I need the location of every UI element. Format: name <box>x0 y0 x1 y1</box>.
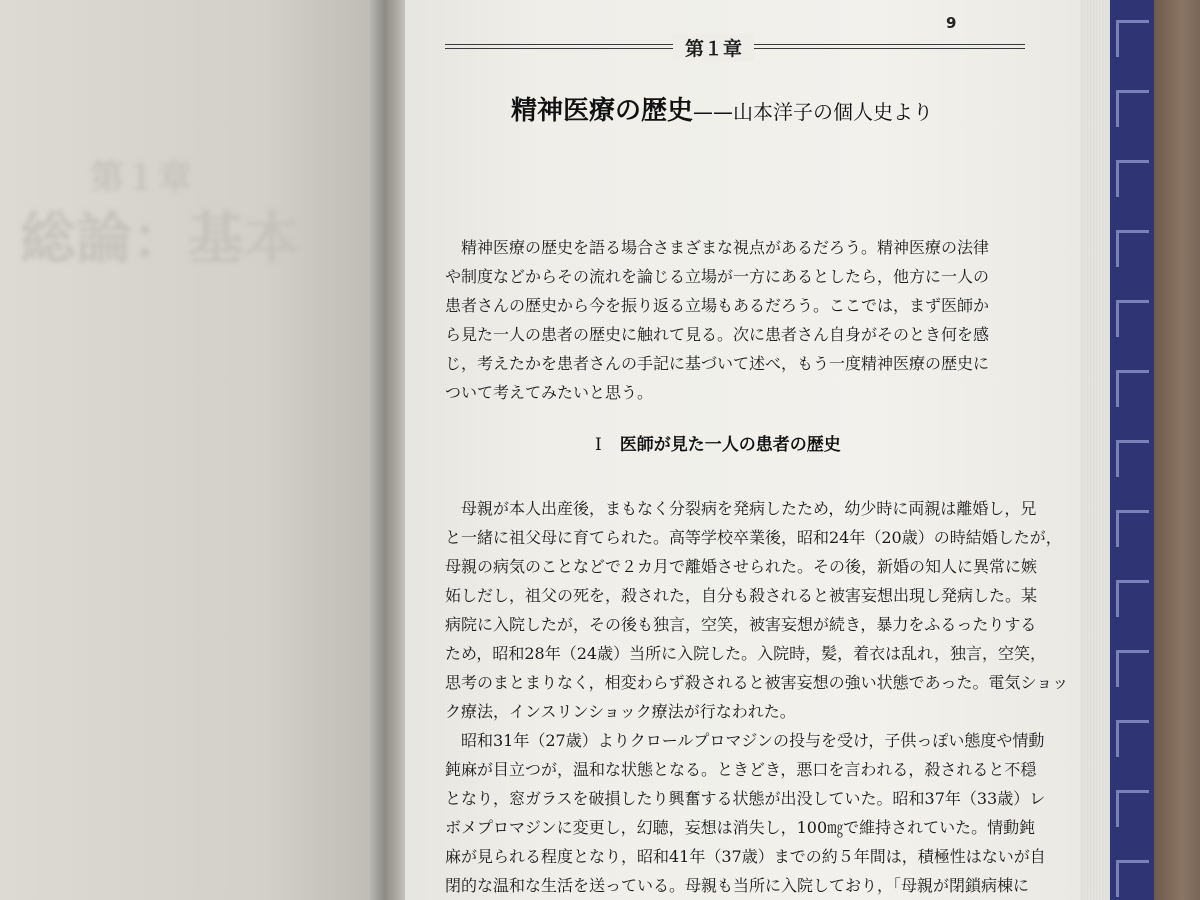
section-heading-text: 医師が見た一人の患者の歴史 <box>619 435 841 455</box>
chapter-title-main: 精神医療の歴史 <box>511 96 694 126</box>
text-line: 閉的な温和な生活を送っている。母親も当所に入院しており，「母親が閉鎖病棟に <box>445 876 1030 895</box>
left-page-chapter-ghost: 第１章 <box>90 158 192 198</box>
text-line: 思考のまとまりなく，相変わらず殺されると被害妄想の強い状態であった。電気ショッ <box>445 673 1069 692</box>
text-line: 病院に入院したが，その後も独言，空笑，被害妄想が続き，暴力をふるったりする <box>445 615 1037 634</box>
text-line: となり，窓ガラスを破損したり興奮する状態が出没していた。昭和37年（33歳）レ <box>445 789 1046 808</box>
page-stack-edge <box>1080 0 1114 900</box>
cover-pattern <box>1116 860 1149 897</box>
page-number: 9 <box>946 14 957 32</box>
cover-pattern <box>1116 300 1149 337</box>
desk-surface <box>1154 0 1200 900</box>
cover-pattern <box>1116 650 1149 687</box>
cover-pattern <box>1116 790 1149 827</box>
text-line: 妬しだし，祖父の死を，殺された，自分も殺されると被害妄想出現し発病した。某 <box>445 586 1038 605</box>
book-cover-edge <box>1110 0 1154 900</box>
left-page <box>0 0 378 900</box>
chapter-title-sub: ——山本洋子の個人史より <box>693 100 934 124</box>
cover-pattern <box>1116 440 1149 477</box>
text-line: 患者さんの歴史から今を振り返る立場もあるだろう。ここでは，まず医師か <box>445 296 990 315</box>
text-line: ため，昭和28年（24歳）当所に入院した。入院時，髪，着衣は乱れ，独言，空笑， <box>445 644 1047 663</box>
chapter-title <box>511 90 933 127</box>
cover-pattern <box>1116 160 1149 197</box>
text-line: 母親の病気のことなどで２カ月で離婚させられた。その後，新婚の知人に異常に嫉 <box>445 557 1038 576</box>
cover-pattern <box>1116 370 1149 407</box>
text-line: と一緒に祖父母に育てられた。高等学校卒業後，昭和24年（20歳）の時結婚したが， <box>445 528 1062 547</box>
text-line: じ，考えたかを患者さんの手記に基づいて述べ，もう一度精神医療の歴史に <box>445 354 990 373</box>
text-line: ついて考えてみたいと思う。 <box>445 383 654 402</box>
chapter-label: 第１章 <box>673 34 754 61</box>
text-line: や制度などからその流れを論じる立場が一方にあるとしたら，他方に一人の <box>445 267 990 286</box>
cover-pattern <box>1116 230 1149 267</box>
cover-pattern <box>1116 510 1149 547</box>
text-line: 鈍麻が目立つが，温和な状態となる。ときどき，悪口を言われる，殺されると不穏 <box>445 760 1037 779</box>
section-numeral: Ⅰ <box>595 435 602 455</box>
text-line: 母親が本人出産後，まもなく分裂病を発病したため，幼少時に両親は離婚し，兄 <box>445 499 1037 518</box>
intro-paragraph <box>445 233 1005 407</box>
text-line: ら見た一人の患者の歴史に触れて見る。次に患者さん自身がそのとき何を感 <box>445 325 990 344</box>
cover-pattern <box>1116 720 1149 757</box>
case-history-paragraph <box>445 494 1069 900</box>
section-heading <box>595 430 841 455</box>
text-line: ク療法，インスリンショック療法が行なわれた。 <box>445 702 796 721</box>
text-line: 麻が見られる程度となり，昭和41年（37歳）までの約５年間は，積極性はないが自 <box>445 847 1046 866</box>
text-line: ボメプロマジンに変更し，幻聴，妄想は消失し，100㎎で維持されていた。情動鈍 <box>445 818 1036 837</box>
cover-pattern <box>1116 20 1149 57</box>
cover-pattern <box>1116 580 1149 617</box>
right-page <box>405 0 1083 900</box>
text-line: 昭和31年（27歳）よりクロールプロマジンの投与を受け，子供っぽい態度や情動 <box>445 731 1045 750</box>
left-page-title-ghost: 総論：基本 <box>20 207 300 272</box>
text-line: 精神医療の歴史を語る場合さまざまな視点があるだろう。精神医療の法律 <box>445 238 990 257</box>
cover-pattern <box>1116 90 1149 127</box>
